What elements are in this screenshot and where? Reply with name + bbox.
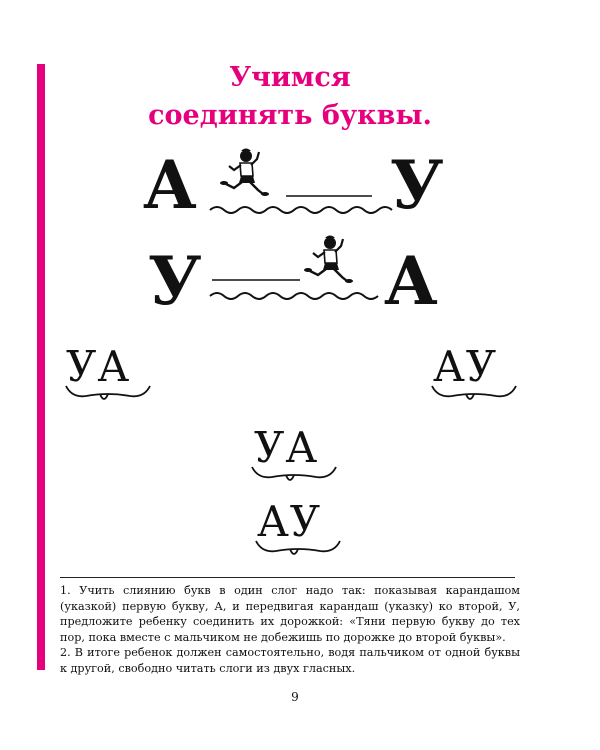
syllable-center-1: УА — [254, 423, 319, 472]
page-title-line-1: Учимся — [229, 62, 351, 93]
footnote-divider — [60, 577, 515, 578]
arc-swoosh-center-2 — [256, 541, 340, 554]
arc-swoosh-center-1 — [252, 467, 336, 480]
row1-wavy-path — [210, 207, 392, 213]
footnote-1: 1. Учить слиянию букв в один слог надо так: показывая карандашом (указкой) первую букву, А, и передвигая карандаш (указку) ко второй, У, предложите ребенку соединить их дорожкой: «Тяни первую букву до тех пор, пока вместе с мальчиком не добежишь по дорожке до второй буквы». — [60, 584, 520, 644]
page-title-line-2: соединять буквы. — [148, 100, 432, 131]
syllable-center-2: АУ — [257, 497, 322, 546]
arc-swoosh-right — [432, 386, 516, 399]
row2-right-letter: А — [384, 242, 438, 320]
page-number: 9 — [291, 690, 299, 704]
arc-swoosh-left — [66, 386, 150, 399]
row2-running-boy-icon — [304, 236, 353, 284]
row1-running-boy-icon — [220, 149, 269, 197]
row1-left-letter: А — [143, 146, 197, 224]
syllable-left: УА — [66, 342, 131, 391]
row2-wavy-path — [210, 293, 378, 299]
syllable-right: АУ — [433, 342, 498, 391]
footnote-2: 2. В итоге ребенок должен самостоятельно, водя пальчиком от одной буквы к другой, свободно читать слоги из двух гласных. — [60, 646, 520, 675]
row1-right-letter: У — [390, 146, 444, 224]
row2-left-letter: У — [148, 242, 202, 320]
